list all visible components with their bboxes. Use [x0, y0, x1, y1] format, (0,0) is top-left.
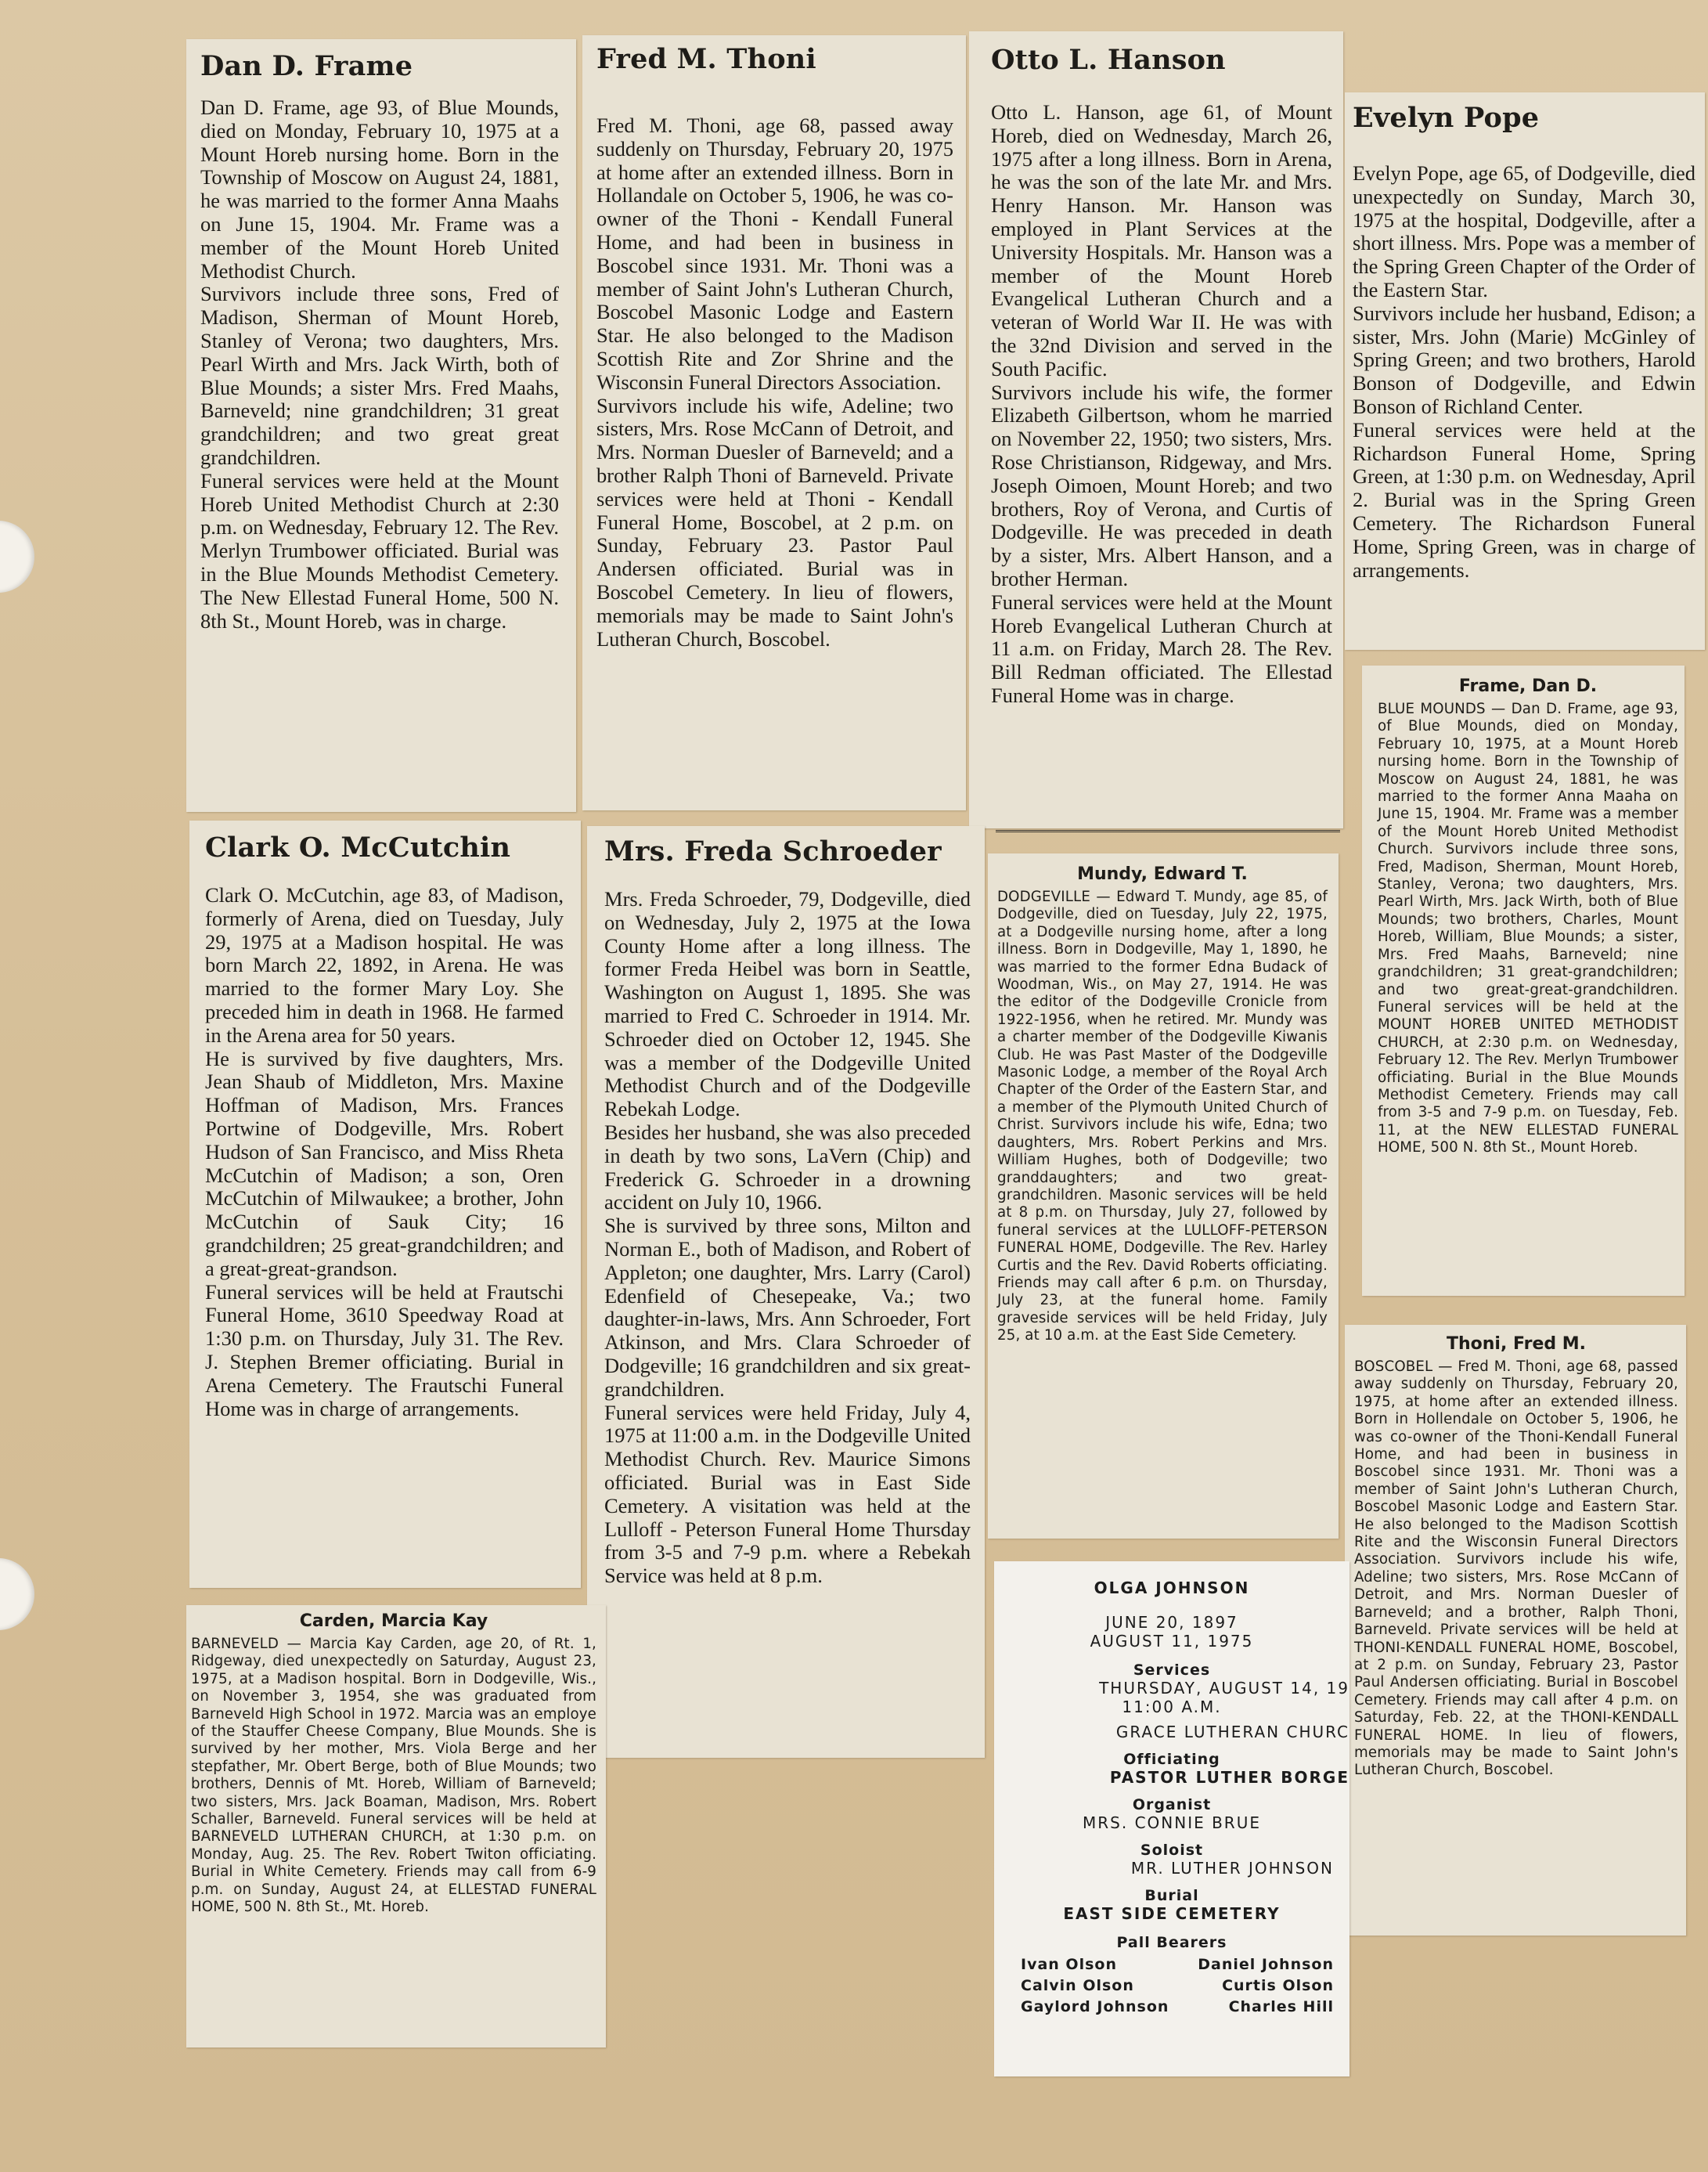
clipping-fred-thoni — [582, 35, 966, 810]
clipping-clark-mccutchin — [189, 821, 581, 1588]
pallbearers-list — [994, 1954, 1349, 2018]
heading: Dan D. Frame — [200, 50, 413, 82]
burial-label: Burial — [1144, 1887, 1199, 1904]
heading: Otto L. Hanson — [991, 44, 1226, 76]
card-died: AUGUST 11, 1975 — [1090, 1632, 1254, 1651]
pallbearer: Daniel Johnson — [1198, 1956, 1334, 1973]
binder-hole-top — [0, 521, 34, 593]
pallbearer: Calvin Olson — [1021, 1977, 1134, 1994]
body-text: Dan D. Frame, age 93, of Blue Mounds, died on Monday, February 10, 1975 at a Mount Horeb nursing home. Born in the Township of Moscow on August 24, 1881, he was married to the former Anna Maahs on June 15, 1904. Mr. Frame was a member of the Mount Horeb United Methodist Church. Survivors include three sons, Fred of Madison, Sherman of Mount Horeb, Stanley of Verona; two daughters, Mrs. Pearl Wirth and Mrs. Jack Wirth, both of Blue Mounds; a sister Mrs. Fred Maahs, Barneveld; nine grandchildren; 31 great grandchildren; and two great great grandchildren. Funeral services were held at the Mount Horeb United Methodist Church at 2:30 p.m. on Wednesday, February 12. The Rev. Merlyn Trumbower officiated. Burial was in the Blue Mounds Methodist Cemetery. The New Ellestad Funeral Home, 500 N. 8th St., Mount Horeb, was in charge. — [200, 96, 559, 633]
column-divider — [996, 830, 1340, 840]
soloist-label: Soloist — [1140, 1842, 1204, 1859]
body-text: Clark O. McCutchin, age 83, of Madison, formerly of Arena, died on Tuesday, July 29, 1975 at a Madison hospital. He was born March 22, 1892, in Arena. He was married to the former Mary Loy. She preceded him in death in 1968. He farmed in the Arena area for 50 years. He is survived by five daughters, Mrs. Jean Shaub of Middleton, Mrs. Maxine Hoffman of Madison, Mrs. Frances Portwine of Dodgeville, Mrs. Robert Hudson of San Francisco, and Miss Rheta McCutchin of Madison; a son, Oren McCutchin of Milwaukee; a brother, John McCutchin of Sauk City; 16 grandchildren; 25 great-grandchildren; and a great-great-grandson. Funeral services will be held at Frautschi Funeral Home, 3610 Speedway Road at 1:30 p.m. on Thursday, July 31. The Rev. J. Stephen Bremer officiating. Burial in Arena Cemetery. The Frautschi Funeral Home was in charge of arrangements. — [205, 883, 564, 1420]
clipping-mundy-edward — [988, 853, 1339, 1539]
soloist: MR. LUTHER JOHNSON — [1130, 1859, 1334, 1878]
pallbearer: Ivan Olson — [1021, 1956, 1117, 1973]
body-text: BARNEVELD — Marcia Kay Carden, age 20, of Rt. 1, Ridgeway, died unexpectedly on Saturday, August 23, 1975, at a Madison hospital. Born in Dodgeville, Wis., on November 3, 1954, she was graduated from Barneveld High School in 1972. Marcia was an employe of the Stauffer Cheese Company, Blue Mounds. She is survived by her mother, Mrs. Viola Berge and her stepfather, Mr. Obert Berge, both of Blue Mounds; two brothers, Dennis of Mt. Horeb, William of Barneveld; two sisters, Mrs. Jack Boaman, Madison, Mrs. Robert Schaller, Barneveld. Funeral services will be held at BARNEVELD LUTHERAN CHURCH, at 1:30 p.m. on Monday, Aug. 25. The Rev. Robert Twiton officiating. Burial in White Cemetery. Friends may call from 6-9 p.m. on Sunday, August 24, at ELLESTAD FUNERAL HOME, 500 N. 8th St., Mt. Horeb. — [191, 1636, 596, 1916]
pallbearers-label: Pall Bearers — [1116, 1934, 1227, 1951]
heading: Clark O. McCutchin — [205, 832, 511, 864]
clipping-thoni-fred — [1345, 1325, 1686, 1936]
body-text: Evelyn Pope, age 65, of Dodgeville, died unexpectedly on Sunday, March 30, 1975 at the hospital, Dodgeville, after a short illness. Mrs. Pope was a member of the Spring Green Chapter of the Order of the Eastern Star. Survivors include her husband, Edison; a sister, Mrs. John (Marie) McGinley of Spring Green; and two brothers, Harold Bonson of Dodgeville, and Edwin Bonson of Richland Center. Funeral services were held at the Richardson Funeral Home, Spring Green, at 1:30 p.m. on Wednesday, April 2. Burial was in the Spring Green Cemetery. The Richardson Funeral Home, Spring Green, was in charge of arrangements. — [1353, 161, 1695, 582]
officiating: PASTOR LUTHER BORGE — [1109, 1768, 1349, 1787]
clipping-carden-marcia — [186, 1605, 606, 2048]
funeral-card-olga-johnson — [994, 1561, 1349, 2076]
services-label: Services — [1133, 1661, 1211, 1679]
clipping-frame-dan-d — [1362, 666, 1685, 1296]
binder-hole-bottom — [0, 1558, 34, 1630]
heading: Evelyn Pope — [1353, 102, 1540, 134]
heading: Carden, Marcia Kay — [299, 1611, 488, 1631]
heading: Mundy, Edward T. — [1077, 864, 1248, 884]
heading: Thoni, Fred M. — [1446, 1334, 1587, 1354]
services-time: 11:00 A.M. — [1122, 1698, 1222, 1716]
clipping-evelyn-pope — [1345, 92, 1705, 650]
organist-label: Organist — [1132, 1796, 1212, 1813]
body-text: Mrs. Freda Schroeder, 79, Dodgeville, died on Wednesday, July 2, 1975 at the Iowa County Home after a long illness. The former Freda Heibel was born in Seattle, Washington on August 1, 1895. She was married to Fred C. Schroeder in 1914. Mr. Schroeder died on October 12, 1945. She was a member of the Dodgeville United Methodist Church and of the Dodgeville Rebekah Lodge. Besides her husband, she was also preceded in death by two sons, LaVern (Chip) and Frederick G. Schroeder in a drowning accident on July 10, 1966. She is survived by three sons, Milton and Norman E., both of Madison, and Robert of Appleton; one daughter, Mrs. Larry (Carol) Edenfield of Chesepeake, Va.; two daughter-in-laws, Mrs. Ann Schroeder, Fort Atkinson, and Mrs. Clara Schroeder of Dodgeville; 16 grandchildren and six great-grandchildren. Funeral services were held Friday, July 4, 1975 at 11:00 a.m. in the Dodgeville United Methodist Church. Rev. Maurice Simons officiated. Burial was in East Side Cemetery. A visitation was held at the Lulloff - Peterson Funeral Home Thursday from 3-5 and 7-9 p.m. where a Rebekah Service was held at 8 p.m. — [604, 887, 971, 1588]
body-text: Otto L. Hanson, age 61, of Mount Horeb, died on Wednesday, March 26, 1975 after a long illness. Born in Arena, he was the son of the late Mr. and Mrs. Henry Hanson. Mr. Hanson was employed in Plant Services at the University Hospitals. Mr. Hanson was a member of the Mount Horeb Evangelical Lutheran Church and a veteran of World War II. He was with the 32nd Division and served in the South Pacific. Survivors include his wife, the former Elizabeth Gilbertson, whom he married on November 22, 1950; two sisters, Mrs. Rose Christianson, Ridgeway, and Mrs. Joseph Oimoen, Mount Horeb; and two brothers, Roy of Verona, and Curtis of Dodgeville. He was preceded in death by a sister, Mrs. Albert Hanson, and a brother Herman. Funeral services were held at the Mount Horeb Evangelical Lutheran Church at 11 a.m. on Friday, March 28. The Rev. Bill Redman officiated. The Ellestad Funeral Home was in charge. — [991, 100, 1332, 707]
clipping-dan-frame — [186, 39, 576, 812]
heading: Mrs. Freda Schroeder — [604, 835, 942, 868]
clipping-freda-schroeder — [587, 826, 985, 1758]
pallbearer: Gaylord Johnson — [1021, 1998, 1169, 2015]
card-born: JUNE 20, 1897 — [1105, 1613, 1238, 1632]
heading: Frame, Dan D. — [1458, 676, 1598, 696]
body-text: BOSCOBEL — Fred M. Thoni, age 68, passed away suddenly on Thursday, February 20, 1975, at home after an extended illness. Born in Hollendale on October 5, 1906, he was co-owner of the Thoni-Kendall Funeral Home, and had been in business in Boscobel since 1931. Mr. Thoni was a member of Saint John's Lutheran Church, Boscobel Masonic Lodge and Eastern Star. He also belonged to the Madison Scottish Rite and the Wisconsin Funeral Directors Association. Survivors include his wife, Adeline; two sisters, Mrs. Rose McCann of Detroit, and Mrs. Norman Duesler of Barneveld; and a brother, Ralph Thoni, Barneveld. Private services will be held at THONI-KENDALL FUNERAL HOME, Boscobel, at 2 p.m. on Sunday, February 23, Pastor Paul Andersen officiating. Burial in Boscobel Cemetery. Friends may call after 4 p.m. on Saturday, Feb. 22, at the THONI-KENDALL FUNERAL HOME. In lieu of flowers, memorials may be made to Saint John's Lutheran Church, Boscobel. — [1354, 1358, 1678, 1779]
pallbearer: Curtis Olson — [1222, 1977, 1334, 1994]
body-text: Fred M. Thoni, age 68, passed away suddenly on Thursday, February 20, 1975 at home after an extended illness. Born in Hollandale on October 5, 1906, he was co-owner of the Thoni - Kendall Funeral Home, and had been in business in Boscobel since 1931. Mr. Thoni was a member of Saint John's Lutheran Church, Boscobel Masonic Lodge and Eastern Star. He also belonged to the Madison Scottish Rite and Zor Shrine and the Wisconsin Funeral Directors Association. Survivors include his wife, Adeline; two sisters, Mrs. Rose McCann of Detroit, and Mrs. Norman Duesler of Barneveld; and a brother Ralph Thoni of Barneveld. Private services were held at Thoni - Kendall Funeral Home, Boscobel, at 2 p.m. on Sunday, February 23. Pastor Paul Andersen officiated. Burial was in Boscobel Cemetery. In lieu of flowers, memorials may be made to Saint John's Lutheran Church, Boscobel. — [596, 114, 953, 651]
body-text: DODGEVILLE — Edward T. Mundy, age 85, of Dodgeville, died on Tuesday, July 22, 1975, at a Dodgeville nursing home, after a long illness. Born in Dodgeville, May 1, 1890, he was married to the former Edna Budack of Woodman, Wis., on May 27, 1914. He was the editor of the Dodgeville Cronicle from 1922-1956, when he retired. Mr. Mundy was a charter member of the Dodgeville Kiwanis Club. He was Past Master of the Dodgeville Masonic Lodge, a member of the Royal Arch Chapter of the Order of the Eastern Star, and a member of the Plymouth United Church of Christ. Survivors include his wife, Edna; two daughters, Mrs. Robert Perkins and Mrs. William Hughes, both of Dodgeville; two granddaughters; and two great-grandchildren. Masonic services will be held at 8 p.m. on Thursday, July 27, followed by funeral services at the LULLOFF-PETERSON FUNERAL HOME, Dodgeville. The Rev. Harley Curtis and the Rev. David Roberts officiating. Friends may call after 6 p.m. on Thursday, July 23, at the funeral home. Family graveside services will be held Friday, July 25, at 10 a.m. at the East Side Cemetery. — [997, 889, 1328, 1344]
services-date: THURSDAY, AUGUST 14, 19 — [1099, 1679, 1349, 1698]
officiating-label: Officiating — [1123, 1751, 1220, 1768]
heading: Fred M. Thoni — [596, 43, 816, 75]
card-name: OLGA JOHNSON — [1094, 1578, 1250, 1597]
church: GRACE LUTHERAN CHURC — [1115, 1723, 1349, 1741]
clipping-otto-hanson — [969, 31, 1343, 828]
body-text: BLUE MOUNDS — Dan D. Frame, age 93, of Blue Mounds, died on Monday, February 10, 1975, at a Mount Horeb nursing home. Born in the Township of Moscow on August 24, 1881, he was married to the former Anna Maaha on June 15, 1904. Mr. Frame was a member of the Mount Horeb United Methodist Church. Survivors include three sons, Fred, Madison, Sherman, Mount Horeb, Stanley, Verona; two daughters, Mrs. Pearl Wirth, Mrs. Jack Wirth, both of Blue Mounds; two brothers, Charles, Mount Horeb, William, Blue Mounds; a sister, Mrs. Fred Maahs, Barneveld; nine grandchildren; 31 great-grandchildren; and two great-great-grandchildren. Funeral services will be held at the MOUNT HOREB UNITED METHODIST CHURCH, at 2:30 p.m. on Wednesday, February 12. The Rev. Merlyn Trumbower officiating. Burial in the Blue Mounds Methodist Cemetery. Friends may call from 3-5 and 7-9 p.m. on Tuesday, Feb. 11, at the NEW ELLESTAD FUNERAL HOME, 500 N. 8th St., Mount Horeb. — [1378, 701, 1678, 1156]
pallbearer: Charles Hill — [1228, 1998, 1334, 2015]
burial: EAST SIDE CEMETERY — [1063, 1904, 1281, 1923]
organist: MRS. CONNIE BRUE — [1083, 1813, 1261, 1832]
